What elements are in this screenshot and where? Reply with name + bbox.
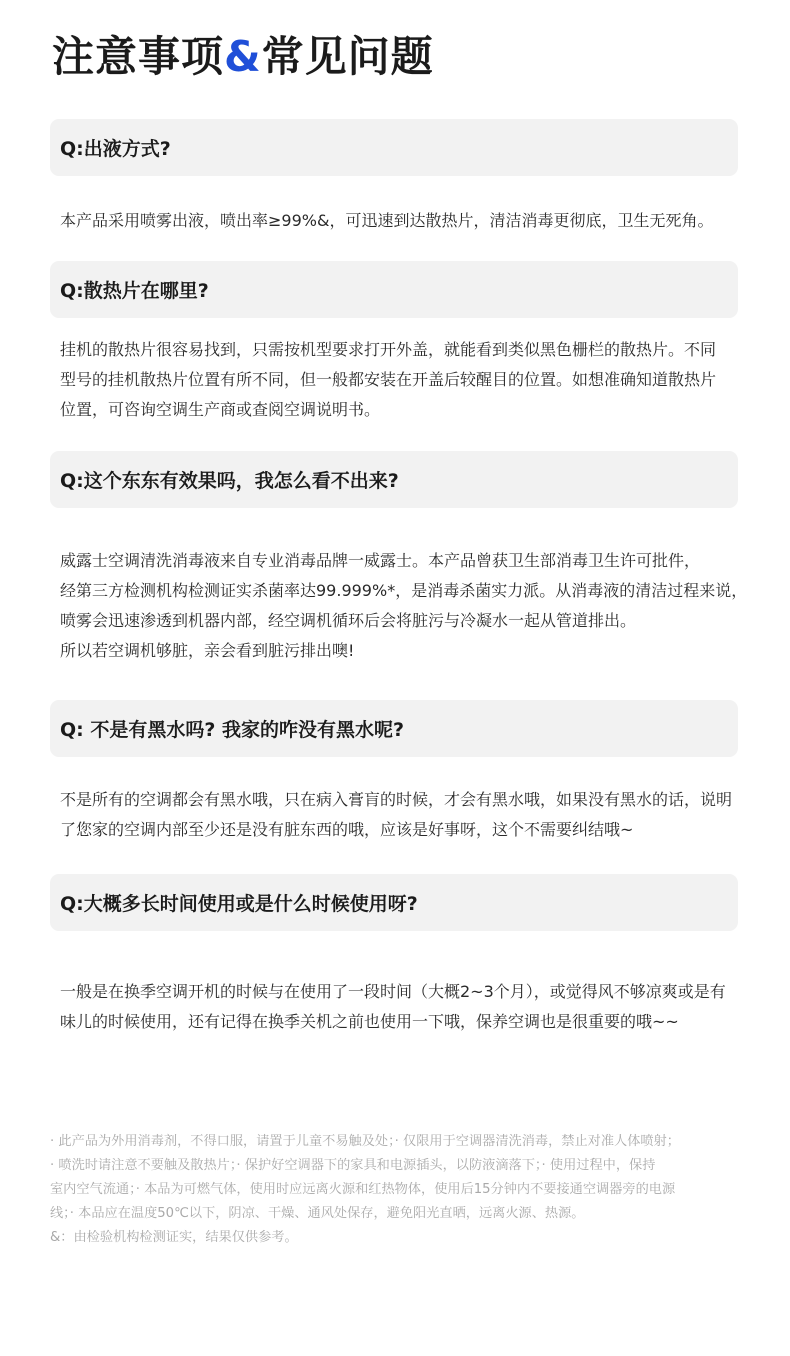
disclaimer-line: · 喷洗时请注意不要触及散热片；· 保护好空调器下的家具和电源插头，以防液滴落下；· 使用过程中，保持 bbox=[50, 1158, 656, 1173]
disclaimer-line: 室内空气流通；· 本品为可燃气体，使用时应远离火源和红热物体，使用后15分钟内不要接通空调器旁的电源 bbox=[50, 1182, 676, 1197]
faq-question-5 bbox=[50, 874, 738, 931]
title-prefix: 注意事项 bbox=[52, 32, 225, 81]
answer-line: 了您家的空调内部至少还是没有脏东西的哦，应该是好事呀，这个不需要纠结哦~ bbox=[60, 820, 634, 839]
faq-question-3 bbox=[50, 451, 738, 508]
answer-line: 型号的挂机散热片位置有所不同，但一般都安装在开盖后较醒目的位置。如想准确知道散热片 bbox=[60, 370, 717, 389]
answer-line: 一般是在换季空调开机的时候与在使用了一段时间（大概2~3个月），或觉得风不够凉爽或是有 bbox=[60, 982, 726, 1001]
title-suffix: 常见问题 bbox=[261, 32, 434, 81]
faq-question-text: Q:大概多长时间使用或是什么时候使用呀? bbox=[60, 893, 418, 915]
faq-question-text: Q:散热片在哪里? bbox=[60, 280, 209, 302]
answer-line: 位置，可咨询空调生产商或查阅空调说明书。 bbox=[60, 400, 381, 419]
disclaimer-line: &：由检验机构检测证实，结果仅供参考。 bbox=[50, 1230, 298, 1245]
faq-answer-1 bbox=[60, 206, 750, 236]
disclaimer-notes bbox=[50, 1130, 740, 1250]
title-ampersand: & bbox=[224, 32, 262, 81]
faq-question-text: Q:出液方式? bbox=[60, 138, 171, 160]
faq-question-2 bbox=[50, 261, 738, 318]
answer-line: 经第三方检测机构检测证实杀菌率达99.999%*，是消毒杀菌实力派。从消毒液的清洁过程来说， bbox=[60, 581, 748, 600]
answer-line: 所以若空调机够脏，亲会看到脏污排出噢! bbox=[60, 641, 355, 660]
faq-question-text: Q: 不是有黑水吗? 我家的咋没有黑水呢? bbox=[60, 719, 405, 741]
answer-line: 威露士空调清洗消毒液来自专业消毒品牌一威露士。本产品曾获卫生部消毒卫生许可批件， bbox=[60, 551, 701, 570]
answer-line: 本产品采用喷雾出液，喷出率≥99%&，可迅速到达散热片，清洁消毒更彻底，卫生无死角。 bbox=[60, 211, 714, 230]
faq-question-1 bbox=[50, 119, 738, 176]
answer-line: 不是所有的空调都会有黑水哦，只在病入膏肓的时候，才会有黑水哦，如果没有黑水的话，说明 bbox=[60, 790, 733, 809]
faq-question-4 bbox=[50, 700, 738, 757]
faq-answer-2 bbox=[60, 335, 750, 425]
page-title bbox=[52, 24, 434, 84]
faq-answer-5 bbox=[60, 977, 750, 1037]
faq-answer-4 bbox=[60, 785, 750, 845]
disclaimer-line: · 此产品为外用消毒剂，不得口服，请置于儿童不易触及处；· 仅限用于空调器清洗消毒，禁止对准人体喷射； bbox=[50, 1134, 680, 1149]
faq-answer-3 bbox=[60, 546, 750, 666]
answer-line: 喷雾会迅速渗透到机器内部，经空调机循环后会将脏污与冷凝水一起从管道排出。 bbox=[60, 611, 637, 630]
disclaimer-line: 线；· 本品应在温度50℃以下，阴凉、干燥、通风处保存，避免阳光直晒，远离火源、热源。 bbox=[50, 1206, 585, 1221]
answer-line: 挂机的散热片很容易找到，只需按机型要求打开外盖，就能看到类似黑色栅栏的散热片。不同 bbox=[60, 340, 717, 359]
answer-line: 味儿的时候使用，还有记得在换季关机之前也使用一下哦，保养空调也是很重要的哦~~ bbox=[60, 1012, 679, 1031]
faq-question-text: Q:这个东东有效果吗，我怎么看不出来? bbox=[60, 470, 399, 492]
